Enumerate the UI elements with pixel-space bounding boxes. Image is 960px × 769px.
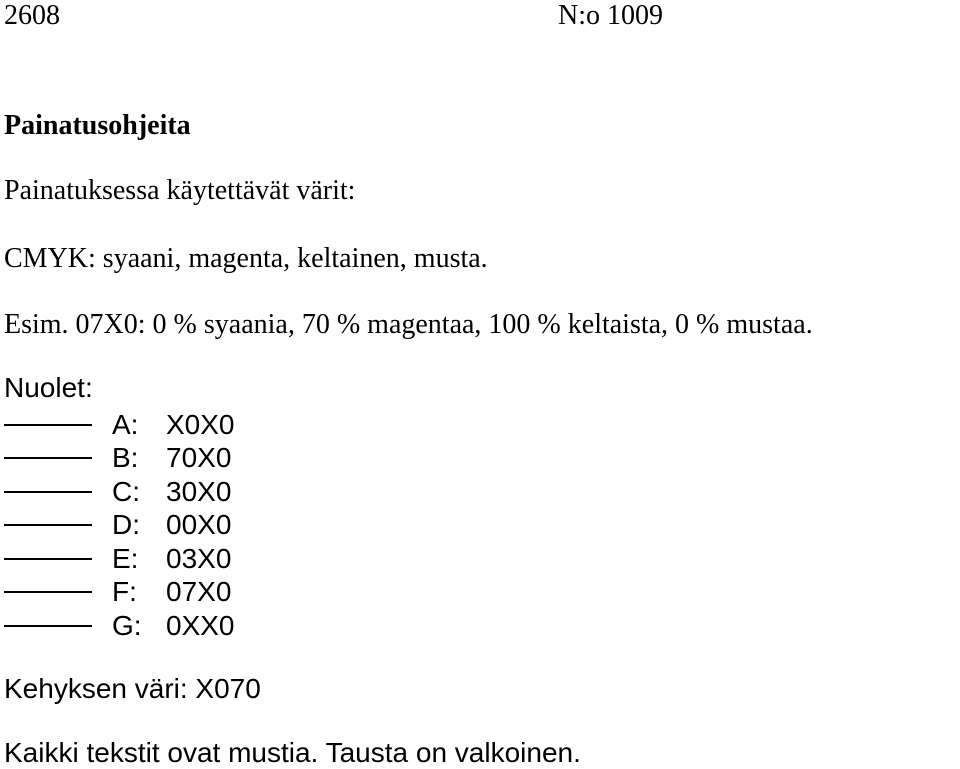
arrow-line-icon	[4, 424, 92, 426]
arrow-value: 03X0	[166, 542, 232, 574]
arrow-key: G:	[112, 609, 142, 641]
final-text: Kaikki tekstit ovat mustia. Tausta on valkoinen.	[4, 737, 581, 768]
cmyk-text: CMYK: syaani, magenta, keltainen, musta.	[4, 243, 488, 274]
arrow-value: 0XX0	[166, 609, 235, 641]
arrow-line-icon	[4, 625, 92, 627]
arrow-key: D:	[112, 509, 140, 541]
arrow-item-b	[4, 442, 235, 476]
arrow-line-icon	[4, 491, 92, 493]
arrow-line-icon	[4, 591, 92, 593]
arrow-value: 30X0	[166, 475, 232, 507]
example-text: Esim. 07X0: 0 % syaania, 70 % magentaa, 100 % keltaista, 0 % mustaa.	[4, 309, 813, 340]
arrow-item-c	[4, 475, 235, 509]
arrow-item-a	[4, 408, 235, 442]
arrow-line-icon	[4, 524, 92, 526]
page-number: 2608	[4, 0, 60, 31]
arrow-item-e	[4, 542, 235, 576]
section-heading: Painatusohjeita	[4, 110, 191, 141]
arrow-key: C:	[112, 475, 140, 507]
arrow-value: 07X0	[166, 576, 232, 608]
arrow-key: B:	[112, 442, 139, 474]
arrows-title: Nuolet:	[4, 372, 93, 403]
arrow-value: 70X0	[166, 442, 232, 474]
arrow-value: 00X0	[166, 509, 232, 541]
arrow-key: F:	[112, 576, 137, 608]
intro-text: Painatuksessa käytettävät värit:	[4, 175, 356, 206]
frame-color-text: Kehyksen väri: X070	[4, 673, 261, 704]
arrow-value: X0X0	[166, 408, 235, 440]
arrow-item-d	[4, 509, 235, 543]
arrow-line-icon	[4, 457, 92, 459]
arrow-key: A:	[112, 408, 139, 440]
issue-number: N:o 1009	[558, 0, 663, 31]
arrow-list	[4, 408, 235, 643]
arrow-key: E:	[112, 542, 139, 574]
arrow-line-icon	[4, 558, 92, 560]
arrow-item-f	[4, 576, 235, 610]
arrow-item-g	[4, 609, 235, 643]
